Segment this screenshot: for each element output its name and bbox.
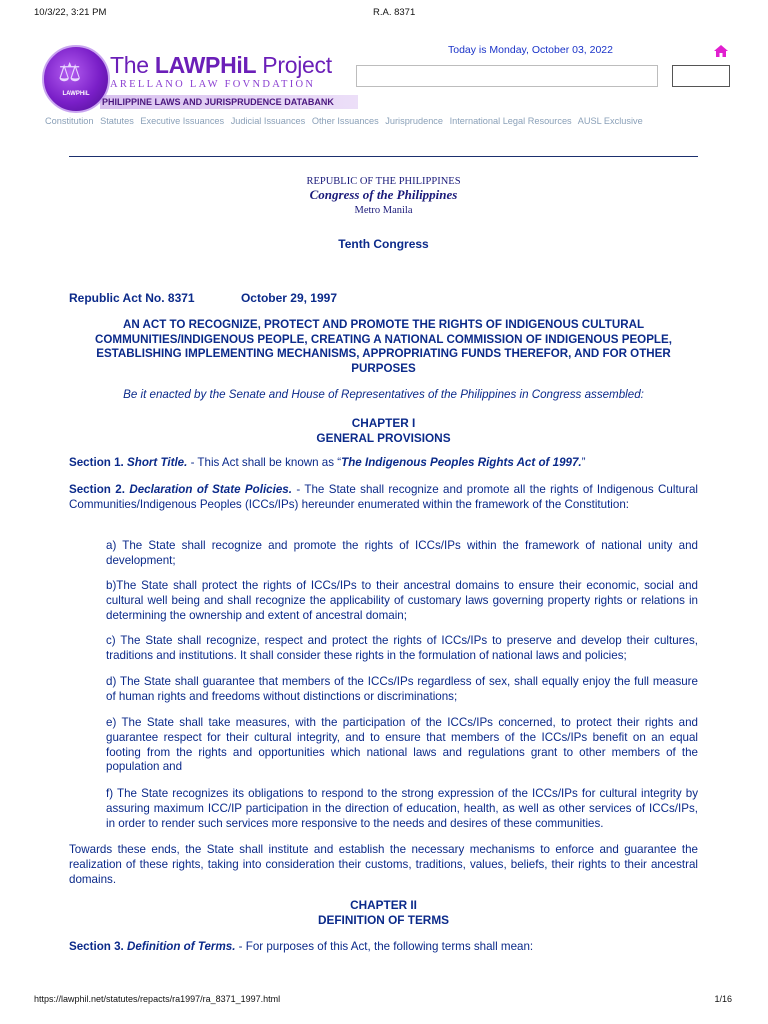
enacting-clause: Be it enacted by the Senate and House of Representatives of the Philippines in Congress assembled: — [123, 388, 644, 401]
section-2-closing: Towards these ends, the State shall institute and establish the necessary mechanisms to enforce and guarantee the realization of these rights, taking into consideration their customs, traditions, values, beliefs, their rights to their ancestral domains. — [69, 843, 698, 886]
act-number-line — [69, 291, 337, 305]
site-title-suffix: Project — [256, 52, 332, 78]
scales-icon: ⚖ — [58, 57, 82, 87]
section-1-heading: Short Title. — [127, 456, 188, 469]
section-1 — [69, 456, 698, 471]
act-title: AN ACT TO RECOGNIZE, PROTECT AND PROMOTE THE RIGHTS OF INDIGENOUS CULTURAL COMMUNITIES/INDIGENOUS PEOPLE, CREATING A NATIONAL COMMISSION OF INDIGENOUS PEOPLE, ESTABLISHING IMPLEMENTING MECHANISMS, APPROPRIATING FUNDS THEREFOR, AND FOR OTHER PURPOSES — [95, 318, 672, 375]
act-number: Republic Act No. 8371 — [69, 291, 195, 305]
section-3-label: Section 3. — [69, 940, 124, 953]
metro-heading: Metro Manila — [354, 205, 413, 216]
search-button[interactable] — [672, 65, 730, 87]
section-1-close: ” — [581, 456, 586, 469]
section-3-text: - For purposes of this Act, the following terms shall mean: — [235, 940, 534, 953]
site-title-prefix: The — [110, 52, 155, 78]
section-2-text: - The State shall recognize and promote all the rights of Indigenous Cultural Communities/Indigenous Peoples (ICCs/IPs) hereunder enumerated within the framework of the Constitution: — [69, 483, 698, 511]
policy-item-d: d) The State shall guarantee that members of the ICCs/IPs regardless of sex, shall equally enjoy the full measure of human rights and freedoms without distinctions or discriminations; — [106, 675, 698, 703]
site-subtitle: ARELLANO LAW FOVNDATION — [110, 79, 316, 90]
section-1-text: - This Act shall be known as “ — [187, 456, 342, 469]
nav-ausl-exclusive[interactable]: AUSL Exclusive — [577, 116, 643, 126]
section-2-label: Section 2. — [69, 483, 125, 496]
chapter-1-name: GENERAL PROVISIONS — [316, 430, 451, 445]
policy-item-e: e) The State shall take measures, with the participation of the ICCs/IPs concerned, to protect their rights and guarantee respect for their cultural integrity, and to ensure that members of the ICCs/IPs benefit on an equal footing from the rights and opportunities which national laws and regulations grant to other members of the population and — [106, 716, 698, 774]
site-title[interactable] — [110, 52, 332, 79]
session-heading: Tenth Congress — [338, 237, 429, 251]
site-databank: PHILIPPINE LAWS AND JURISPRUDENCE DATABANK — [102, 97, 334, 107]
nav-jurisprudence[interactable]: Jurisprudence — [385, 116, 444, 126]
nav-judicial-issuances[interactable]: Judicial Issuances — [230, 116, 306, 126]
header-divider — [69, 156, 698, 157]
print-header — [0, 7, 768, 21]
main-nav — [45, 116, 735, 126]
section-1-label: Section 1. — [69, 456, 124, 469]
act-date: October 29, 1997 — [240, 291, 337, 305]
nav-international-legal-resources[interactable]: International Legal Resources — [449, 116, 572, 126]
policy-item-b: b)The State shall protect the rights of ICCs/IPs to their ancestral domains to ensure their economic, social and cultural well being and shall recognize the applicability of customary laws governing property rights or relations in determining the ownership and extent of ancestral domain; — [106, 579, 698, 622]
nav-constitution[interactable]: Constitution — [45, 116, 94, 126]
republic-heading: REPUBLIC OF THE PHILIPPINES — [306, 176, 461, 187]
chapter-2-name: DEFINITION OF TERMS — [317, 912, 450, 927]
nav-other-issuances[interactable]: Other Issuances — [311, 116, 379, 126]
policy-item-f: f) The State recognizes its obligations to respond to the strong expression of the ICCs/IPs for cultural integrity by assuring maximum ICC/IP participation in the direction of education, health, as well as other services of ICCs/IPs, in order to render such services more responsive to the needs and desires of these communities. — [106, 787, 698, 830]
nav-statutes[interactable]: Statutes — [100, 116, 134, 126]
home-icon[interactable] — [713, 44, 729, 58]
policy-item-c: c) The State shall recognize, respect and protect the rights of ICCs/IPs to preserve and develop their cultures, traditions and institutions. It shall consider these rights in the formulation of national laws and policies; — [106, 634, 698, 662]
search-input[interactable] — [356, 65, 658, 87]
print-page-number: 1/16 — [714, 994, 732, 1004]
print-timestamp: 10/3/22, 3:21 PM — [34, 7, 107, 18]
congress-heading: Congress of the Philippines — [309, 187, 458, 202]
site-title-brand: LAWPHiL — [154, 52, 257, 78]
section-3-heading: Definition of Terms. — [127, 940, 236, 953]
nav-executive-issuances[interactable]: Executive Issuances — [140, 116, 225, 126]
chapter-1-number: CHAPTER I — [351, 416, 416, 430]
chapter-1-heading — [69, 416, 698, 445]
lawphil-logo[interactable] — [42, 45, 110, 113]
logo-label: LAWPHiL — [62, 91, 90, 97]
today-date: Today is Monday, October 03, 2022 — [448, 44, 613, 56]
section-3 — [69, 940, 698, 955]
section-2-heading: Declaration of State Policies. — [129, 483, 292, 496]
print-doc-title: R.A. 8371 — [373, 7, 416, 18]
section-2 — [69, 483, 698, 513]
section-1-short-title: The Indigenous Peoples Rights Act of 1997. — [341, 456, 582, 469]
chapter-2-heading — [69, 898, 698, 927]
chapter-2-number: CHAPTER II — [350, 898, 417, 912]
print-url: https://lawphil.net/statutes/repacts/ra1997/ra_8371_1997.html — [34, 994, 281, 1004]
policy-item-a: a) The State shall recognize and promote the rights of ICCs/IPs within the framework of national unity and development; — [106, 539, 698, 567]
